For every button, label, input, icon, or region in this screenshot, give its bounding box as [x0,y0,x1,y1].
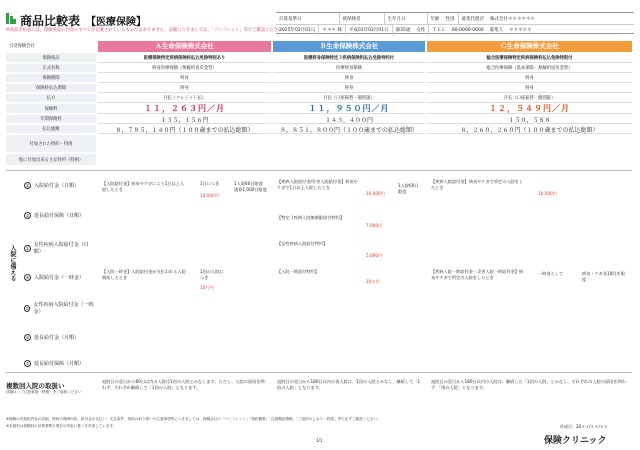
c-block-1: 【疾病入院給付金】病気やケガで所定の入院をしたとき [431,179,524,190]
footnote-1: ※保険の各契約内容の詳細、特約の保障内容、給付金の支払い・支払条件、契約の取り扱いや注意事項等につきましては、保険会社の「パンフレット」「契約概要」「注意喚起情報」「ご契約のしおり・約款」等で必ずご確認ください。 [6,417,381,421]
a-method: 月払（クレジット払） [98,94,271,103]
benefit-label: 入院給付金（一時金） [34,274,85,281]
a-total: ８，７８５，１４０円（１００歳までの払込総額） [98,125,271,134]
c-block-1-amount: 10,000円 [538,191,557,196]
bottom-c: 退院日の翌日から180日以内の入院は、継続した「1回の入院」とみなし、それぞれの入院の原因を問わず、「別の入院」となります。 [431,379,626,390]
divider [6,372,632,373]
b-block-1-amount: 10,000円 [366,191,385,196]
rep-value: ＊＊＊＊＊ [509,28,532,33]
footnote-2: ※本資料は保険料の計算基準日現在の内容に基づき作成しています。 [6,424,117,428]
calc-label: 計算基準日 [279,16,302,22]
rep-label: 募集人 [489,28,504,33]
clinic-name: 保険クリニック [544,436,607,446]
a-annual: １３５，１５６円 [98,115,271,124]
b-premium: １１，９５０円／月 [273,104,425,114]
c-pay-period: 終身 [427,84,632,93]
subtitle-text: 【医療保険】 [86,17,147,28]
benefit-num: ① [25,182,30,188]
benefit-2 [24,208,96,222]
agent-label: 募集代理店 [461,16,484,22]
a-pay-period: 終身 [98,84,271,93]
c-block-4: 【疾病入院一時給付金・災害入院一時給付金】病気やケガで所定の入院をしたとき [431,269,524,280]
a-type: 終身医療保険（無解約返戻金型） [98,64,271,73]
bottom-title: 複数回入院の取扱い [6,382,65,390]
row-label-company: 引受保険会社 [6,41,96,52]
benefit-4 [24,270,96,284]
sex-label: 性別 [445,16,455,22]
a-block-4: 【入院一時金】入院給付金が支払われる入院開始したとき [102,269,186,280]
benefit-5 [24,298,96,318]
c-annual: １５０，５８８ [427,115,632,124]
row-label-pay-period: 保険料払込期間 [6,84,96,93]
c-total: ８，２６０，２６０円（１００歳までの払込総額） [427,125,632,134]
tel-value: 00-0000-0000 [451,27,484,33]
c-type: 総合医療保険（基本保障・無解約返戻金型） [427,64,632,73]
age-label: 年齢 [430,16,440,22]
benefit-num: ③ [25,245,30,251]
benefit-label: 女性疾病入院給付金（日額） [33,242,89,255]
a-block-1-note: 1入院60日限度 通算1,000日限度 [234,181,267,192]
benefit-6 [24,330,96,344]
hospital-section-label: 入院に備える [9,245,16,281]
benefit-num: ⑤ [25,305,30,311]
b-block-4: 【入院一時給付特約】 [277,269,319,274]
benefit-label: 延長給付保障（月額） [34,360,85,367]
benefit-label: 入院給付金（日額） [34,182,80,189]
row-label-annual: 年間保険料 [6,115,96,124]
row-label-product: 保険商品 [6,53,96,63]
b-block-1: 【疾病入院給付金/災害入院給付金】病気やケガで1日以上入院したとき [277,179,358,190]
row-label-name: 正式名称 [6,64,96,73]
bottom-a: 退院日の翌日から60日以内の入院は1回の入院とみなします。ただし、入院の原因を問わず、それぞれ継続して「1回の入院」となります。 [102,379,265,390]
b-total: ８，８５１，８００円（１００歳までの払込総額） [273,125,425,134]
benefit-3 [24,238,96,258]
c-block-4-note: 病気・ケガ各10回を限度 [582,271,625,282]
b-block-4-amount: 10万円 [366,279,380,284]
benefit-label: 延長給付金（月額） [34,334,80,341]
bottom-sub: 詳細は（ご注意事項・特徴）をご参照ください [6,390,82,394]
company-c-header: Ｃ生命保険株式会社 [427,41,632,52]
created-date: 作成日：20＊＊/＊＊/＊＊ [560,424,608,429]
divider [6,170,632,171]
title-text: 商品比較表 [20,14,81,28]
calc-date: 2025年02月01日 [279,28,316,33]
b-block-1-note: 1入院60日限度 [398,183,419,194]
b-product: 医療終身保険特定３疾病保険料払込免除特約付 [273,53,425,63]
tel-label: ＴＥＬ [432,28,446,33]
c-block-4-amount: 一時金として [538,271,564,276]
b-annual: １４３，４００円 [273,115,425,124]
birth-label: 生年月日 [387,16,406,22]
a-period: 終身 [98,74,271,83]
a-block-1-amount: 10,000円 [200,193,219,198]
benefit-1 [24,178,96,192]
benefit-7 [24,356,96,370]
b-period: 終身 [273,74,425,83]
company-a-header: Ａ生命保険株式会社 [98,41,271,52]
b-block-3: 【女性疾病入院給付特約】 [277,241,328,246]
b-pay-period: 終身 [273,84,425,93]
b-type: 医療終身保険 [273,64,425,73]
row-label-total: 払込総額 [6,125,96,134]
bottom-b: 退院日の翌日から180日以内の再入院は、1回の入院とみなし、継続して「1回の入院」となります。 [277,379,421,390]
a-block-1: 【入院給付金】病気やケガにより1日以上入院したとき [102,181,185,192]
a-block-4-amount: 10万円 [200,285,214,290]
a-premium: １１，２６３円／月 [98,104,271,114]
benefit-num: ⑥ [25,334,30,340]
company-b-header: Ｂ生命保険株式会社 [273,41,425,52]
a-product: 医療保険特定疾病保険料払込免除特則あり [98,53,271,63]
row-label-premium: 保険料 [6,104,96,114]
agent-value: 株式会社＊＊＊＊＊＊ [490,16,535,22]
insured-name: ＊＊＊ 様 [322,28,342,33]
c-product: 総合医療保険特定疾病保険料払込免除特則付 [427,53,632,63]
benefit-num: ⑦ [25,360,30,366]
row-label-riders: 付加された特約・特則 [6,135,96,153]
brand-logo-icon [6,13,16,24]
a-block-1-unit: 1日につき [200,181,220,186]
c-period: 終身 [427,74,632,83]
row-label-period: 保険期間 [6,74,96,83]
age-value: 満35歳 [395,28,411,33]
benefit-num: ④ [25,274,30,280]
benefit-label: 女性疾病入院給付金（一時金） [33,302,94,315]
benefit-label: 延長給付保障（日額） [34,212,85,219]
c-method: 月払（口座振替・個別扱） [427,94,632,103]
benefit-num: ② [25,212,30,218]
sex-value: 女性 [416,28,426,33]
row-label-other-riders: 他に付加出来る主な特約（特則） [6,154,96,166]
insured-label: 被保険者 [342,16,361,22]
row-label-method: 払方 [6,94,96,103]
b-method: 月払（口座振替・個別扱） [273,94,425,103]
b-block-3-amount: 5,000円 [366,253,383,258]
b-block-2-amount: 7,000円 [366,223,383,228]
meta-info [276,12,634,34]
page-number: 1/1 [316,438,323,443]
birth-date: 平成01年03月01日 [348,28,389,33]
notice-text: ※商品比較表には、保険商品の内容のすべてが記載されているものではありません。詳細につきましては、「パンフレット」等でご確認ください。 [6,28,287,33]
a-block-4-unit: 1回の入院につき [200,269,224,280]
c-premium: １２，５４９円／月 [427,104,632,114]
b-block-2: 【特定３疾病入院無制限給付特約】 [277,215,345,220]
